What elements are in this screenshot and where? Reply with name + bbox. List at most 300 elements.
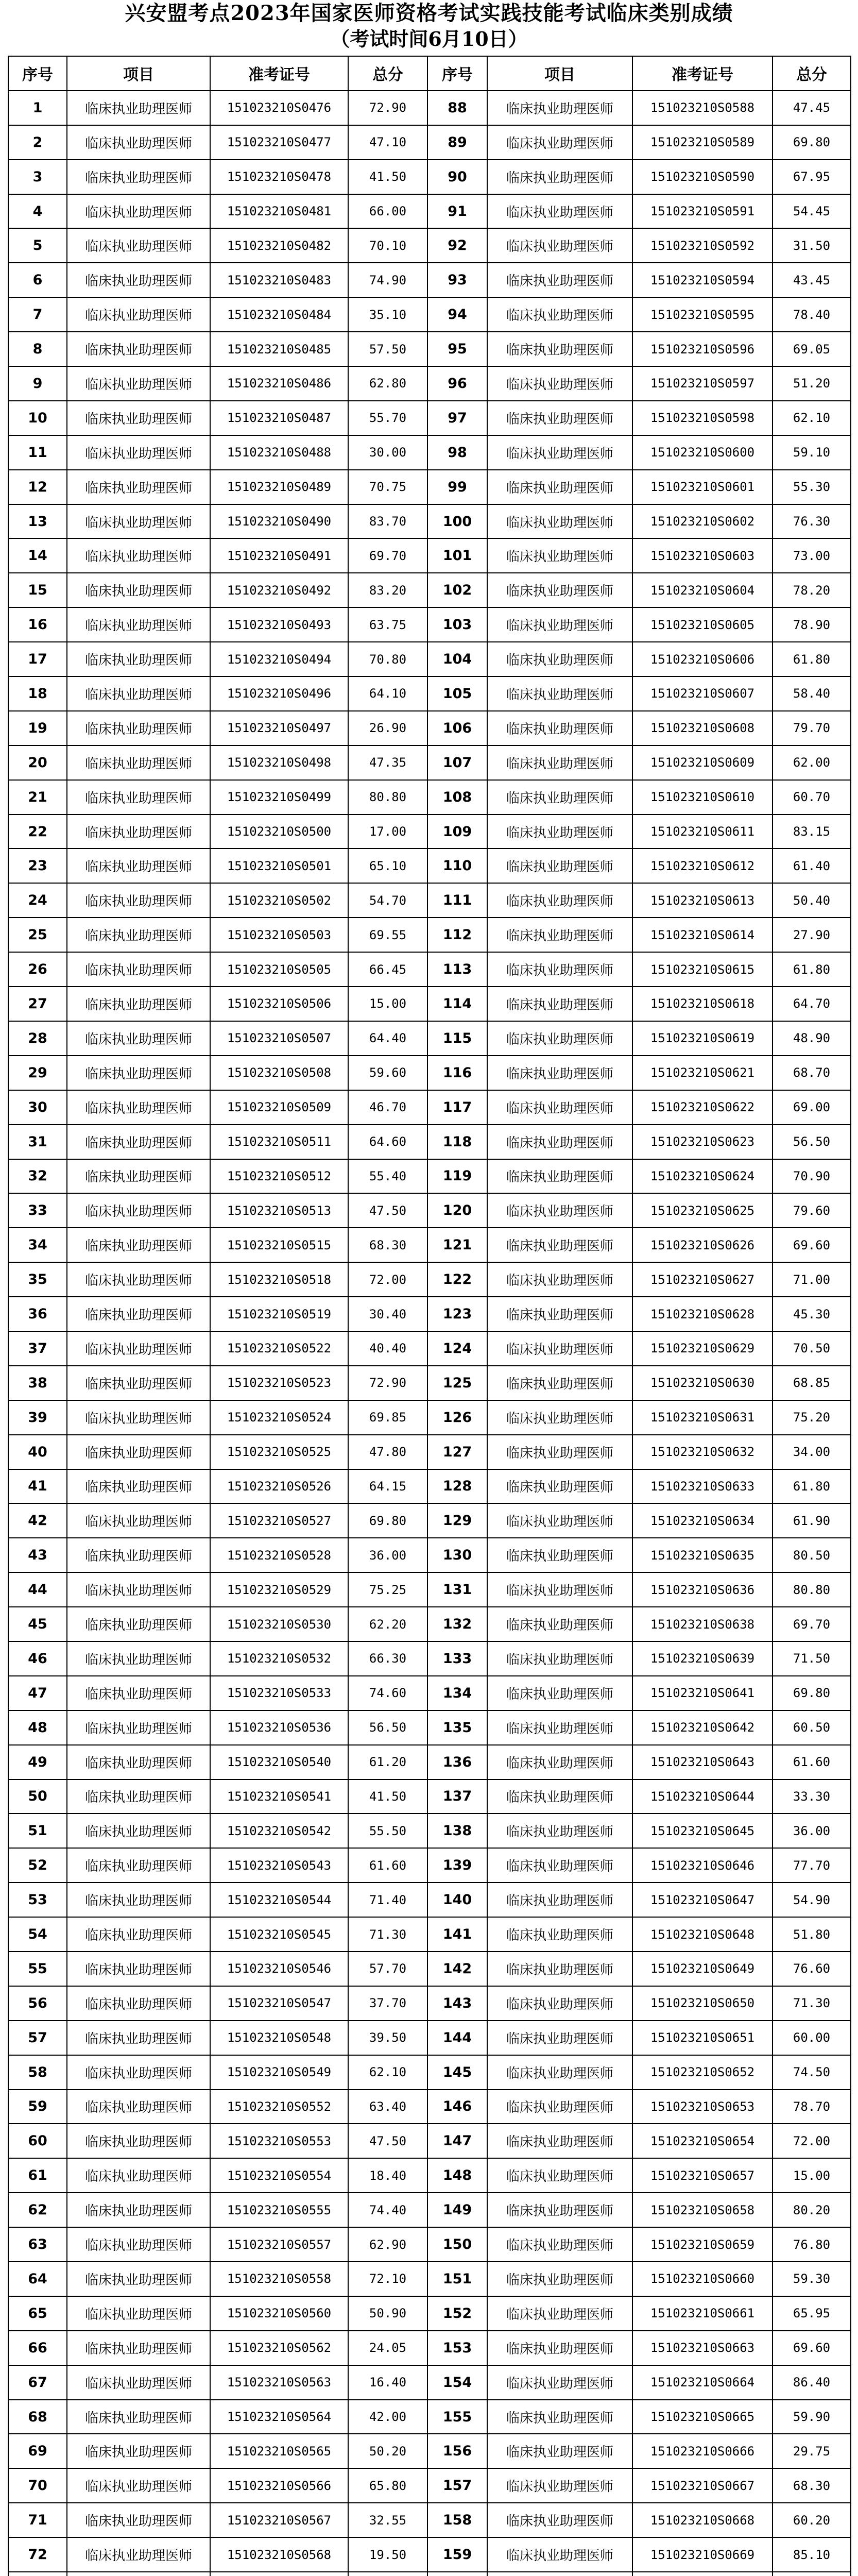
table-row bbox=[8, 2296, 851, 2331]
table-row bbox=[8, 1435, 851, 1469]
cell-seq-right: 103 bbox=[427, 607, 487, 642]
cell-seq-left: 11 bbox=[8, 435, 67, 470]
table-row bbox=[8, 1469, 851, 1504]
header-seq-right: 序号 bbox=[427, 56, 487, 91]
cell-seq-right: 119 bbox=[427, 1159, 487, 1194]
cell-score-left: 66.00 bbox=[348, 194, 427, 229]
cell-seq-right: 155 bbox=[427, 2400, 487, 2434]
table-row bbox=[8, 125, 851, 160]
cell-ticket-left: 151023210S0564 bbox=[210, 2400, 348, 2434]
cell-ticket-left: 151023210S0532 bbox=[210, 1641, 348, 1676]
cell-item-left: 临床执业助理医师 bbox=[67, 711, 210, 745]
cell-seq-right: 89 bbox=[427, 125, 487, 160]
cell-score-right: 54.45 bbox=[773, 194, 851, 229]
cell-item-left: 临床执业助理医师 bbox=[67, 849, 210, 883]
cell-score-right: 69.80 bbox=[773, 125, 851, 160]
cell-item-left: 临床执业助理医师 bbox=[67, 1021, 210, 1056]
cell-score-right: 76.60 bbox=[773, 1952, 851, 1986]
table-row bbox=[8, 401, 851, 435]
cell-score-right: 83.15 bbox=[773, 815, 851, 849]
cell-item-left: 临床执业助理医师 bbox=[67, 1056, 210, 1090]
cell-item-right: 临床执业助理医师 bbox=[487, 1710, 632, 1745]
cell-seq-right: 110 bbox=[427, 849, 487, 883]
cell-item-left: 临床执业助理医师 bbox=[67, 987, 210, 1021]
table-row bbox=[8, 1331, 851, 1366]
cell-score-left: 68.30 bbox=[348, 1228, 427, 1262]
cell-score-left: 62.90 bbox=[348, 2227, 427, 2262]
cell-ticket-right: 151023210S0639 bbox=[632, 1641, 773, 1676]
cell-seq-left: 41 bbox=[8, 1469, 67, 1504]
cell-seq-left bbox=[8, 2572, 67, 2576]
cell-seq-left: 61 bbox=[8, 2158, 67, 2193]
cell-seq-right: 130 bbox=[427, 1538, 487, 1572]
cell-seq-left: 24 bbox=[8, 883, 67, 918]
cell-item-right: 临床执业助理医师 bbox=[487, 849, 632, 883]
cell-seq-right: 159 bbox=[427, 2537, 487, 2572]
cell-item-right: 临床执业助理医师 bbox=[487, 1262, 632, 1297]
cell-score-right: 78.40 bbox=[773, 297, 851, 332]
header-ticket-right: 准考证号 bbox=[632, 56, 773, 91]
table-row bbox=[8, 1814, 851, 1848]
cell-item-left: 临床执业助理医师 bbox=[67, 1986, 210, 2021]
table-row bbox=[8, 642, 851, 676]
table-row bbox=[8, 263, 851, 297]
cell-item-left: 临床执业助理医师 bbox=[67, 538, 210, 573]
cell-ticket-right: 151023210S0652 bbox=[632, 2055, 773, 2090]
cell-score-left: 41.50 bbox=[348, 1780, 427, 1814]
cell-seq-left: 6 bbox=[8, 263, 67, 297]
cell-ticket-left: 151023210S0528 bbox=[210, 1538, 348, 1572]
cell-score-left: 62.10 bbox=[348, 2055, 427, 2090]
cell-score-right: 59.10 bbox=[773, 435, 851, 470]
cell-seq-left: 31 bbox=[8, 1125, 67, 1159]
cell-score-right: 61.90 bbox=[773, 1503, 851, 1538]
cell-score-left: 24.05 bbox=[348, 2331, 427, 2365]
cell-item-left: 临床执业助理医师 bbox=[67, 2262, 210, 2296]
cell-ticket-left: 151023210S0530 bbox=[210, 1607, 348, 1641]
cell-seq-left: 42 bbox=[8, 1503, 67, 1538]
header-item-right: 项目 bbox=[487, 56, 632, 91]
cell-item-right: 临床执业助理医师 bbox=[487, 2296, 632, 2331]
cell-seq-left: 62 bbox=[8, 2193, 67, 2227]
cell-score-right: 85.10 bbox=[773, 2537, 851, 2572]
cell-item-left: 临床执业助理医师 bbox=[67, 676, 210, 711]
cell-ticket-left: 151023210S0499 bbox=[210, 780, 348, 815]
cell-seq-right: 123 bbox=[427, 1297, 487, 1331]
cell-score-left: 30.40 bbox=[348, 1297, 427, 1331]
cell-seq-left: 58 bbox=[8, 2055, 67, 2090]
cell-ticket-left: 151023210S0494 bbox=[210, 642, 348, 676]
cell-ticket-right: 151023210S0594 bbox=[632, 263, 773, 297]
cell-score-right: 79.70 bbox=[773, 711, 851, 745]
cell-score-right: 70.50 bbox=[773, 1331, 851, 1366]
cell-ticket-left: 151023210S0476 bbox=[210, 91, 348, 125]
table-row bbox=[8, 1297, 851, 1331]
cell-ticket-left: 151023210S0543 bbox=[210, 1848, 348, 1883]
cell-score-left: 71.30 bbox=[348, 1917, 427, 1952]
cell-ticket-left: 151023210S0518 bbox=[210, 1262, 348, 1297]
cell-item-left: 临床执业助理医师 bbox=[67, 780, 210, 815]
cell-ticket-left: 151023210S0552 bbox=[210, 2090, 348, 2124]
table-row bbox=[8, 1193, 851, 1228]
cell-item-left: 临床执业助理医师 bbox=[67, 470, 210, 504]
cell-ticket-left: 151023210S0566 bbox=[210, 2468, 348, 2503]
table-row bbox=[8, 1676, 851, 1710]
cell-seq-left: 60 bbox=[8, 2124, 67, 2158]
cell-seq-left: 52 bbox=[8, 1848, 67, 1883]
cell-score-right: 76.80 bbox=[773, 2227, 851, 2262]
cell-ticket-left: 151023210S0493 bbox=[210, 607, 348, 642]
table-row bbox=[8, 1262, 851, 1297]
table-row bbox=[8, 2572, 851, 2576]
cell-seq-right: 133 bbox=[427, 1641, 487, 1676]
table-row bbox=[8, 2331, 851, 2365]
cell-score-right: 60.00 bbox=[773, 2021, 851, 2055]
cell-ticket-left: 151023210S0548 bbox=[210, 2021, 348, 2055]
cell-seq-right: 122 bbox=[427, 1262, 487, 1297]
cell-score-left: 80.80 bbox=[348, 780, 427, 815]
cell-item-right: 临床执业助理医师 bbox=[487, 1503, 632, 1538]
cell-item-right: 临床执业助理医师 bbox=[487, 1021, 632, 1056]
header-score-left: 总分 bbox=[348, 56, 427, 91]
cell-seq-right: 100 bbox=[427, 504, 487, 539]
cell-score-right: 61.80 bbox=[773, 1469, 851, 1504]
cell-ticket-right: 151023210S0611 bbox=[632, 815, 773, 849]
cell-seq-left: 59 bbox=[8, 2090, 67, 2124]
cell-score-right: 59.90 bbox=[773, 2400, 851, 2434]
cell-ticket-right: 151023210S0660 bbox=[632, 2262, 773, 2296]
cell-ticket-right: 151023210S0667 bbox=[632, 2468, 773, 2503]
cell-ticket-right: 151023210S0635 bbox=[632, 1538, 773, 1572]
cell-item-right: 临床执业助理医师 bbox=[487, 228, 632, 263]
table-row bbox=[8, 1538, 851, 1572]
cell-score-right: 48.90 bbox=[773, 1021, 851, 1056]
cell-ticket-right: 151023210S0596 bbox=[632, 332, 773, 366]
cell-ticket-right: 151023210S0636 bbox=[632, 1572, 773, 1607]
cell-item-right: 临床执业助理医师 bbox=[487, 297, 632, 332]
table-row bbox=[8, 1952, 851, 1986]
cell-seq-left: 68 bbox=[8, 2400, 67, 2434]
cell-seq-right: 114 bbox=[427, 987, 487, 1021]
cell-item-left: 临床执业助理医师 bbox=[67, 883, 210, 918]
cell-item-left: 临床执业助理医师 bbox=[67, 2227, 210, 2262]
cell-seq-left: 66 bbox=[8, 2331, 67, 2365]
cell-seq-left: 25 bbox=[8, 918, 67, 952]
cell-score-left: 54.70 bbox=[348, 883, 427, 918]
cell-score-right: 65.95 bbox=[773, 2296, 851, 2331]
cell-item-left: 临床执业助理医师 bbox=[67, 642, 210, 676]
cell-seq-right: 99 bbox=[427, 470, 487, 504]
cell-item-right: 临床执业助理医师 bbox=[487, 780, 632, 815]
cell-score-right: 55.30 bbox=[773, 470, 851, 504]
cell-ticket-left: 151023210S0545 bbox=[210, 1917, 348, 1952]
cell-score-left: 47.35 bbox=[348, 745, 427, 780]
cell-seq-left: 26 bbox=[8, 952, 67, 987]
cell-ticket-left: 151023210S0536 bbox=[210, 1710, 348, 1745]
cell-ticket-right: 151023210S0633 bbox=[632, 1469, 773, 1504]
table-row bbox=[8, 2090, 851, 2124]
cell-seq-left: 19 bbox=[8, 711, 67, 745]
cell-ticket-left: 151023210S0477 bbox=[210, 125, 348, 160]
table-row bbox=[8, 607, 851, 642]
cell-seq-right: 106 bbox=[427, 711, 487, 745]
cell-item-right: 临床执业助理医师 bbox=[487, 1952, 632, 1986]
table-row bbox=[8, 1400, 851, 1435]
cell-ticket-right: 151023210S0607 bbox=[632, 676, 773, 711]
cell-seq-right: 135 bbox=[427, 1710, 487, 1745]
cell-score-left: 69.80 bbox=[348, 1503, 427, 1538]
cell-ticket-right: 151023210S0650 bbox=[632, 1986, 773, 2021]
cell-item-left: 临床执业助理医师 bbox=[67, 401, 210, 435]
cell-item-right: 临床执业助理医师 bbox=[487, 2503, 632, 2537]
cell-item-right: 临床执业助理医师 bbox=[487, 2227, 632, 2262]
cell-ticket-right: 151023210S0621 bbox=[632, 1056, 773, 1090]
cell-ticket-left: 151023210S0557 bbox=[210, 2227, 348, 2262]
cell-seq-right: 107 bbox=[427, 745, 487, 780]
cell-score-right: 61.40 bbox=[773, 849, 851, 883]
cell-ticket-right: 151023210S0604 bbox=[632, 573, 773, 607]
table-row bbox=[8, 1503, 851, 1538]
cell-seq-left: 4 bbox=[8, 194, 67, 229]
cell-score-left: 32.55 bbox=[348, 2503, 427, 2537]
cell-score-right: 69.70 bbox=[773, 1607, 851, 1641]
cell-ticket-right: 151023210S0603 bbox=[632, 538, 773, 573]
cell-ticket-right: 151023210S0643 bbox=[632, 1745, 773, 1780]
cell-score-right: 71.00 bbox=[773, 1262, 851, 1297]
cell-item-right: 临床执业助理医师 bbox=[487, 1125, 632, 1159]
cell-ticket-right: 151023210S0666 bbox=[632, 2434, 773, 2468]
cell-ticket-right: 151023210S0642 bbox=[632, 1710, 773, 1745]
cell-score-right: 74.50 bbox=[773, 2055, 851, 2090]
table-row bbox=[8, 1159, 851, 1194]
cell-score-right: 73.00 bbox=[773, 538, 851, 573]
cell-score-right: 80.20 bbox=[773, 2193, 851, 2227]
cell-item-right: 临床执业助理医师 bbox=[487, 987, 632, 1021]
cell-ticket-right: 151023210S0618 bbox=[632, 987, 773, 1021]
cell-ticket-right: 151023210S0629 bbox=[632, 1331, 773, 1366]
cell-ticket-left: 151023210S0508 bbox=[210, 1056, 348, 1090]
table-row bbox=[8, 1745, 851, 1780]
cell-item-right: 临床执业助理医师 bbox=[487, 1538, 632, 1572]
cell-score-left: 36.00 bbox=[348, 1538, 427, 1572]
cell-seq-left: 50 bbox=[8, 1780, 67, 1814]
cell-ticket-left: 151023210S0527 bbox=[210, 1503, 348, 1538]
cell-seq-left: 67 bbox=[8, 2365, 67, 2400]
cell-item-right: 临床执业助理医师 bbox=[487, 883, 632, 918]
cell-seq-left: 55 bbox=[8, 1952, 67, 1986]
cell-item-left: 临床执业助理医师 bbox=[67, 918, 210, 952]
cell-ticket-left: 151023210S0478 bbox=[210, 160, 348, 194]
cell-seq-left: 71 bbox=[8, 2503, 67, 2537]
cell-item-left: 临床执业助理医师 bbox=[67, 1745, 210, 1780]
cell-seq-right: 145 bbox=[427, 2055, 487, 2090]
cell-seq-left: 21 bbox=[8, 780, 67, 815]
table-row bbox=[8, 435, 851, 470]
cell-seq-right: 156 bbox=[427, 2434, 487, 2468]
cell-seq-right: 104 bbox=[427, 642, 487, 676]
cell-seq-right: 144 bbox=[427, 2021, 487, 2055]
cell-ticket-right: 151023210S0626 bbox=[632, 1228, 773, 1262]
cell-ticket-left: 151023210S0502 bbox=[210, 883, 348, 918]
cell-ticket-right: 151023210S0665 bbox=[632, 2400, 773, 2434]
cell-score-right: 68.30 bbox=[773, 2468, 851, 2503]
cell-item-left: 临床执业助理医师 bbox=[67, 1572, 210, 1607]
cell-seq-left: 5 bbox=[8, 228, 67, 263]
cell-score-right: 34.00 bbox=[773, 1435, 851, 1469]
cell-seq-right: 96 bbox=[427, 366, 487, 401]
cell-score-right: 75.20 bbox=[773, 1400, 851, 1435]
cell-score-right: 80.50 bbox=[773, 1538, 851, 1572]
cell-item-left: 临床执业助理医师 bbox=[67, 2400, 210, 2434]
cell-item-right: 临床执业助理医师 bbox=[487, 1090, 632, 1125]
cell-item-left: 临床执业助理医师 bbox=[67, 1952, 210, 1986]
cell-item-left: 临床执业助理医师 bbox=[67, 332, 210, 366]
cell-item-left: 临床执业助理医师 bbox=[67, 1710, 210, 1745]
cell-item-right: 临床执业助理医师 bbox=[487, 366, 632, 401]
cell-ticket-right: 151023210S0614 bbox=[632, 918, 773, 952]
cell-ticket-left: 151023210S0542 bbox=[210, 1814, 348, 1848]
cell-item-left: 临床执业助理医师 bbox=[67, 2365, 210, 2400]
cell-seq-left: 20 bbox=[8, 745, 67, 780]
cell-item-left: 临床执业助理医师 bbox=[67, 1435, 210, 1469]
cell-seq-right: 94 bbox=[427, 297, 487, 332]
cell-item-left: 临床执业助理医师 bbox=[67, 1400, 210, 1435]
cell-seq-left: 2 bbox=[8, 125, 67, 160]
cell-seq-right: 116 bbox=[427, 1056, 487, 1090]
cell-ticket-left: 151023210S0544 bbox=[210, 1883, 348, 1917]
cell-ticket-left: 151023210S0541 bbox=[210, 1780, 348, 1814]
cell-item-right: 临床执业助理医师 bbox=[487, 2468, 632, 2503]
cell-ticket-left: 151023210S0482 bbox=[210, 228, 348, 263]
table-row bbox=[8, 2262, 851, 2296]
cell-score-left: 16.40 bbox=[348, 2365, 427, 2400]
cell-ticket-right: 151023210S0632 bbox=[632, 1435, 773, 1469]
cell-score-left: 64.40 bbox=[348, 1021, 427, 1056]
cell-ticket-left: 151023210S0484 bbox=[210, 297, 348, 332]
table-row bbox=[8, 1090, 851, 1125]
cell-score-left: 72.10 bbox=[348, 2262, 427, 2296]
table-row bbox=[8, 2365, 851, 2400]
cell-item-left: 临床执业助理医师 bbox=[67, 1193, 210, 1228]
cell-ticket-right: 151023210S0601 bbox=[632, 470, 773, 504]
cell-item-left: 临床执业助理医师 bbox=[67, 366, 210, 401]
cell-ticket-right: 151023210S0657 bbox=[632, 2158, 773, 2193]
table-row bbox=[8, 780, 851, 815]
cell-ticket-left: 151023210S0486 bbox=[210, 366, 348, 401]
cell-item-left: 临床执业助理医师 bbox=[67, 952, 210, 987]
cell-seq-left: 36 bbox=[8, 1297, 67, 1331]
table-row bbox=[8, 332, 851, 366]
cell-seq-right: 125 bbox=[427, 1366, 487, 1400]
cell-seq-left: 39 bbox=[8, 1400, 67, 1435]
cell-ticket-left: 151023210S0483 bbox=[210, 263, 348, 297]
cell-seq-right: 131 bbox=[427, 1572, 487, 1607]
cell-item-right: 临床执业助理医师 bbox=[487, 1297, 632, 1331]
cell-seq-right: 141 bbox=[427, 1917, 487, 1952]
cell-ticket-right: 151023210S0597 bbox=[632, 366, 773, 401]
cell-seq-left: 57 bbox=[8, 2021, 67, 2055]
table-row bbox=[8, 297, 851, 332]
cell-ticket-right: 151023210S0663 bbox=[632, 2331, 773, 2365]
table-row bbox=[8, 2124, 851, 2158]
cell-ticket-right: 151023210S0610 bbox=[632, 780, 773, 815]
cell-ticket-left: 151023210S0558 bbox=[210, 2262, 348, 2296]
cell-item-right: 临床执业助理医师 bbox=[487, 573, 632, 607]
table-row bbox=[8, 2537, 851, 2572]
cell-score-right: 61.60 bbox=[773, 1745, 851, 1780]
cell-score-left: 41.50 bbox=[348, 160, 427, 194]
cell-ticket-right: 151023210S0591 bbox=[632, 194, 773, 229]
cell-seq-right: 95 bbox=[427, 332, 487, 366]
cell-item-left: 临床执业助理医师 bbox=[67, 2468, 210, 2503]
cell-seq-right: 132 bbox=[427, 1607, 487, 1641]
cell-ticket-left: 151023210S0529 bbox=[210, 1572, 348, 1607]
cell-score-right: 68.70 bbox=[773, 1056, 851, 1090]
cell-ticket-left: 151023210S0519 bbox=[210, 1297, 348, 1331]
cell-score-right: 58.40 bbox=[773, 676, 851, 711]
cell-score-left: 50.20 bbox=[348, 2434, 427, 2468]
cell-seq-right: 154 bbox=[427, 2365, 487, 2400]
cell-item-left: 临床执业助理医师 bbox=[67, 2193, 210, 2227]
cell-item-left: 临床执业助理医师 bbox=[67, 1780, 210, 1814]
cell-score-left: 15.00 bbox=[348, 987, 427, 1021]
cell-seq-right: 126 bbox=[427, 1400, 487, 1435]
cell-score-left: 71.40 bbox=[348, 1883, 427, 1917]
cell-ticket-right: 151023210S0625 bbox=[632, 1193, 773, 1228]
cell-ticket-left: 151023210S0503 bbox=[210, 918, 348, 952]
cell-item-right: 临床执业助理医师 bbox=[487, 1469, 632, 1504]
cell-item-left: 临床执业助理医师 bbox=[67, 1125, 210, 1159]
cell-ticket-right: 151023210S0646 bbox=[632, 1848, 773, 1883]
cell-seq-right: 137 bbox=[427, 1780, 487, 1814]
cell-ticket-left: 151023210S0554 bbox=[210, 2158, 348, 2193]
table-row bbox=[8, 91, 851, 125]
cell-ticket-left: 151023210S0565 bbox=[210, 2434, 348, 2468]
cell-seq-left: 17 bbox=[8, 642, 67, 676]
cell-seq-left: 9 bbox=[8, 366, 67, 401]
table-row bbox=[8, 1780, 851, 1814]
cell-seq-right: 157 bbox=[427, 2468, 487, 2503]
cell-score-left: 55.70 bbox=[348, 401, 427, 435]
cell-item-right: 临床执业助理医师 bbox=[487, 1780, 632, 1814]
cell-score-left: 64.10 bbox=[348, 676, 427, 711]
cell-score-left: 62.80 bbox=[348, 366, 427, 401]
cell-ticket-right: 151023210S0645 bbox=[632, 1814, 773, 1848]
cell-score-left: 39.50 bbox=[348, 2021, 427, 2055]
cell-seq-left: 37 bbox=[8, 1331, 67, 1366]
cell-score-right: 71.50 bbox=[773, 1641, 851, 1676]
cell-score-left: 47.50 bbox=[348, 1193, 427, 1228]
cell-item-right: 临床执业助理医师 bbox=[487, 815, 632, 849]
cell-item-right: 临床执业助理医师 bbox=[487, 1400, 632, 1435]
cell-item-left: 临床执业助理医师 bbox=[67, 815, 210, 849]
cell-ticket-right: 151023210S0634 bbox=[632, 1503, 773, 1538]
cell-ticket-right: 151023210S0658 bbox=[632, 2193, 773, 2227]
cell-seq-left: 54 bbox=[8, 1917, 67, 1952]
cell-score-right: 78.70 bbox=[773, 2090, 851, 2124]
cell-item-right: 临床执业助理医师 bbox=[487, 2331, 632, 2365]
cell-score-left: 72.90 bbox=[348, 1366, 427, 1400]
cell-score-left: 42.00 bbox=[348, 2400, 427, 2434]
cell-item-right: 临床执业助理医师 bbox=[487, 1159, 632, 1194]
cell-ticket-left: 151023210S0509 bbox=[210, 1090, 348, 1125]
cell-score-left: 70.80 bbox=[348, 642, 427, 676]
cell-score-right: 51.20 bbox=[773, 366, 851, 401]
table-row bbox=[8, 2400, 851, 2434]
cell-score-left: 30.00 bbox=[348, 435, 427, 470]
cell-score-right: 69.60 bbox=[773, 2331, 851, 2365]
table-row bbox=[8, 711, 851, 745]
